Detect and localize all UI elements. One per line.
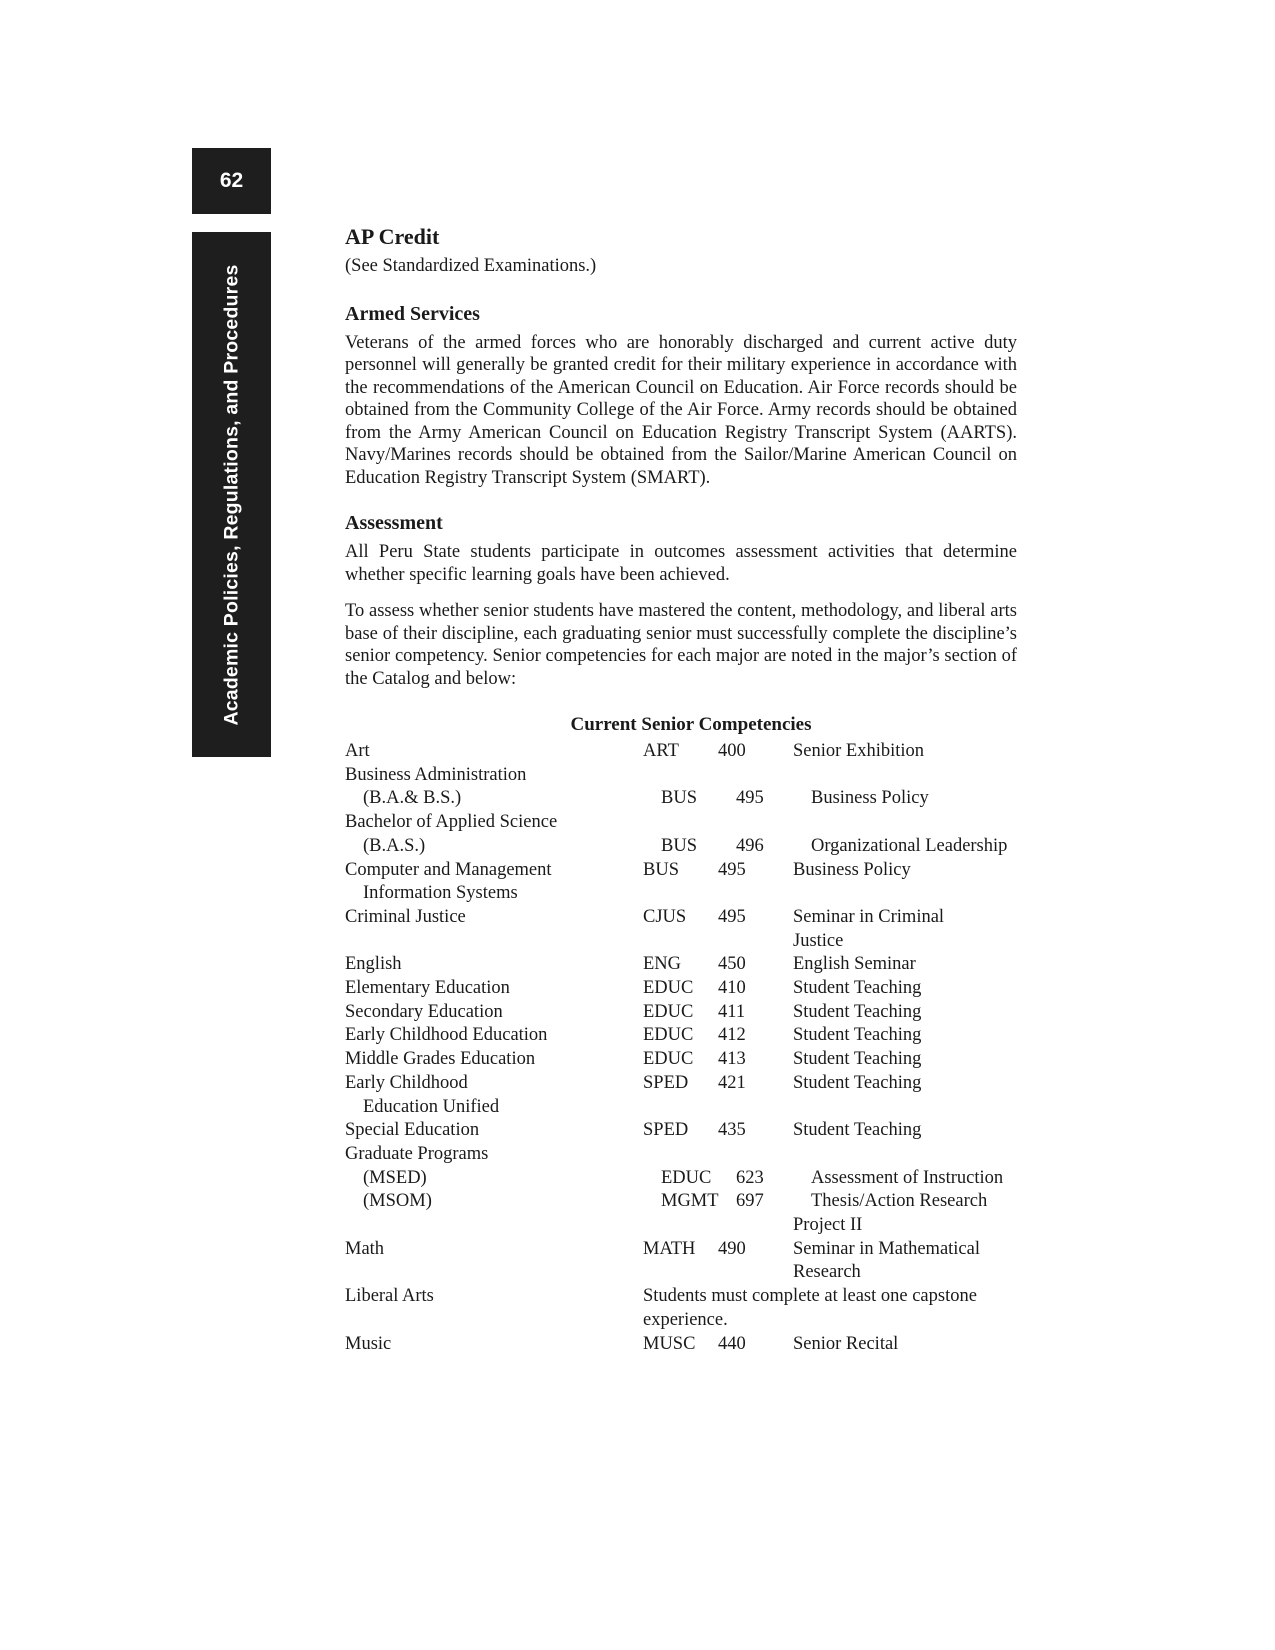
course-number-cell: 440: [718, 1333, 746, 1354]
major-cell: Bachelor of Applied Science: [345, 812, 558, 833]
course-title-cell: Student Teaching: [793, 1025, 922, 1046]
course-number-cell: [736, 1096, 811, 1120]
course-number-cell: 410: [718, 978, 746, 999]
major-cell: Criminal Justice: [345, 906, 466, 927]
major-cell: Business Administration: [345, 764, 527, 785]
dept-cell: [643, 1143, 718, 1167]
major-cell: Special Education: [345, 1120, 480, 1141]
major-cell: [345, 1309, 643, 1333]
table-row: [345, 882, 1017, 906]
table-row: [345, 1214, 1017, 1238]
course-title-cell: Justice: [793, 930, 844, 951]
dept-cell: [643, 1214, 718, 1238]
course-number-cell: 495: [718, 859, 746, 880]
dept-cell: MUSC: [643, 1333, 696, 1354]
ap-credit-section: [345, 222, 1017, 278]
course-title-cell: Senior Exhibition: [793, 741, 925, 761]
course-number-cell: [718, 1143, 793, 1167]
armed-services-section: [345, 300, 1017, 490]
major-cell: Education Unified: [363, 1096, 500, 1117]
table-row: [345, 953, 1017, 977]
course-title-cell: Thesis/Action Research: [811, 1191, 988, 1212]
assessment-paragraph-1: All Peru State students participate in outcomes assessment activities that determine whether specific learning goals have been achieved.: [345, 542, 1017, 585]
major-cell: [345, 1214, 643, 1238]
table-row: [345, 1238, 1017, 1262]
course-title-cell: Project II: [793, 1215, 863, 1236]
dept-cell: ENG: [643, 954, 682, 975]
table-row: [345, 1001, 1017, 1025]
table-row: [345, 1167, 1017, 1191]
course-number-cell: 421: [718, 1072, 746, 1093]
major-cell: Elementary Education: [345, 978, 510, 999]
course-title-cell: Student Teaching: [793, 1120, 922, 1141]
dept-cell: [643, 930, 718, 954]
competencies-title: Current Senior Competencies: [570, 714, 812, 735]
course-title-cell: [811, 882, 1017, 906]
dept-cell: [643, 764, 718, 788]
assessment-paragraph-2: To assess whether senior students have mastered the content, methodology, and liberal arts base of their discipline, each graduating senior must successfully complete the discipline’s senior competency. Senior competencies for each major are noted in the major’s section of the Catalog and below:: [345, 601, 1017, 689]
major-cell: Graduate Programs: [345, 1143, 489, 1164]
ap-credit-text: (See Standardized Examinations.): [345, 256, 597, 276]
dept-cell: MATH: [643, 1238, 696, 1259]
table-row: [345, 1024, 1017, 1048]
dept-cell: EDUC: [643, 1049, 694, 1070]
course-title-cell: Seminar in Criminal: [793, 906, 945, 927]
table-row: [345, 1309, 1017, 1333]
table-row: [345, 811, 1017, 835]
armed-services-text: Veterans of the armed forces who are honorably discharged and current active duty personnel will generally be granted credit for their military experience in accordance with the recommendations of the American Council on Education. Air Force records should be obtained from the Community College of the Air Force. Army records should be obtained from the Army American Council on Education Registry Transcript System (AARTS). Navy/Marines records should be obtained from the Sailor/Marine American Council on Education Registry Transcript System (SMART).: [345, 332, 1017, 488]
course-title-cell: [811, 1096, 1017, 1120]
dept-cell: CJUS: [643, 906, 687, 927]
course-title-cell: Assessment of Instruction: [811, 1167, 1004, 1188]
course-number-cell: [736, 882, 811, 906]
table-row: [345, 1096, 1017, 1120]
course-title-cell: Business Policy: [811, 788, 929, 809]
major-cell: (MSED): [363, 1167, 427, 1188]
major-cell: English: [345, 954, 402, 975]
course-number-cell: [718, 1214, 793, 1238]
table-row: [345, 1285, 1017, 1309]
course-number-cell: 412: [718, 1025, 746, 1046]
course-title-cell: [793, 764, 1017, 788]
table-row: [345, 835, 1017, 859]
dept-cell: EDUC: [643, 1025, 694, 1046]
side-tab-label: Academic Policies, Regulations, and Procedures: [220, 263, 242, 726]
major-cell: Math: [345, 1238, 385, 1259]
major-cell: Information Systems: [363, 883, 518, 904]
dept-cell: BUS: [661, 788, 697, 809]
course-number-cell: [718, 764, 793, 788]
table-row: [345, 1072, 1017, 1096]
dept-cell: SPED: [643, 1120, 689, 1141]
table-row: [345, 906, 1017, 930]
dept-cell: [661, 882, 736, 906]
table-row: [345, 1143, 1017, 1167]
course-number-cell: 400: [718, 741, 746, 761]
table-row: [345, 977, 1017, 1001]
course-title-cell: [793, 1143, 1017, 1167]
course-title-cell: Student Teaching: [793, 1072, 922, 1093]
table-row: [345, 740, 1017, 764]
dept-cell: [643, 811, 718, 835]
course-number-cell: 495: [718, 906, 746, 927]
dept-cell: EDUC: [643, 978, 694, 999]
dept-cell: MGMT: [661, 1191, 719, 1212]
section-side-tab: [192, 232, 271, 757]
dept-cell: [661, 1096, 736, 1120]
course-title-cell: Student Teaching: [793, 1001, 922, 1022]
table-row: [345, 1261, 1017, 1285]
course-number-cell: 435: [718, 1120, 746, 1141]
course-number-cell: 411: [718, 1001, 746, 1022]
major-cell: Music: [345, 1333, 392, 1354]
course-title-cell: Senior Recital: [793, 1333, 899, 1354]
course-number-cell: [718, 1261, 793, 1285]
table-row: [345, 1190, 1017, 1214]
major-cell: (B.A.& B.S.): [363, 788, 462, 809]
major-cell: Middle Grades Education: [345, 1049, 536, 1070]
requirement-cell: Students must complete at least one capstone: [643, 1286, 977, 1307]
table-row: [345, 787, 1017, 811]
course-number-cell: 496: [736, 835, 764, 856]
course-number-cell: 623: [736, 1167, 764, 1188]
dept-cell: EDUC: [643, 1001, 694, 1022]
course-number-cell: 697: [736, 1191, 764, 1212]
major-cell: Secondary Education: [345, 1001, 503, 1022]
major-cell: (B.A.S.): [363, 835, 426, 856]
competencies-table: [345, 740, 1017, 1356]
course-number-cell: 490: [718, 1238, 746, 1259]
armed-services-heading: Armed Services: [345, 302, 480, 325]
dept-cell: SPED: [643, 1072, 689, 1093]
course-title-cell: Student Teaching: [793, 1049, 922, 1070]
ap-credit-heading: AP Credit: [345, 224, 440, 249]
major-cell: Liberal Arts: [345, 1286, 434, 1307]
course-title-cell: Business Policy: [793, 859, 911, 880]
major-cell: [345, 930, 643, 954]
major-cell: Early Childhood: [345, 1072, 468, 1093]
course-title-cell: Student Teaching: [793, 978, 922, 999]
course-number-cell: 495: [736, 788, 764, 809]
table-row: [345, 859, 1017, 883]
course-title-cell: [793, 811, 1017, 835]
course-title-cell: Seminar in Mathematical: [793, 1238, 980, 1259]
dept-cell: [643, 1261, 718, 1285]
course-number-cell: 413: [718, 1049, 746, 1070]
course-number-cell: 450: [718, 954, 746, 975]
dept-cell: ART: [643, 741, 679, 761]
dept-cell: BUS: [643, 859, 679, 880]
major-cell: Early Childhood Education: [345, 1025, 548, 1046]
course-number-cell: [718, 930, 793, 954]
page-number: 62: [192, 148, 271, 214]
major-cell: (MSOM): [363, 1191, 432, 1212]
table-row: [345, 1333, 1017, 1357]
table-row: [345, 930, 1017, 954]
course-title-cell: Research: [793, 1262, 861, 1283]
course-title-cell: English Seminar: [793, 954, 916, 975]
requirement-cell: experience.: [643, 1309, 728, 1330]
dept-cell: EDUC: [661, 1167, 712, 1188]
table-row: [345, 1048, 1017, 1072]
major-cell: Computer and Management: [345, 859, 552, 880]
course-title-cell: Organizational Leadership: [811, 835, 1008, 856]
major-cell: Art: [345, 741, 370, 761]
assessment-section: [345, 509, 1017, 690]
table-row: [345, 764, 1017, 788]
assessment-heading: Assessment: [345, 512, 443, 534]
course-number-cell: [718, 811, 793, 835]
page-content: [345, 222, 1017, 1356]
table-row: [345, 1119, 1017, 1143]
dept-cell: BUS: [661, 835, 697, 856]
major-cell: [345, 1261, 643, 1285]
